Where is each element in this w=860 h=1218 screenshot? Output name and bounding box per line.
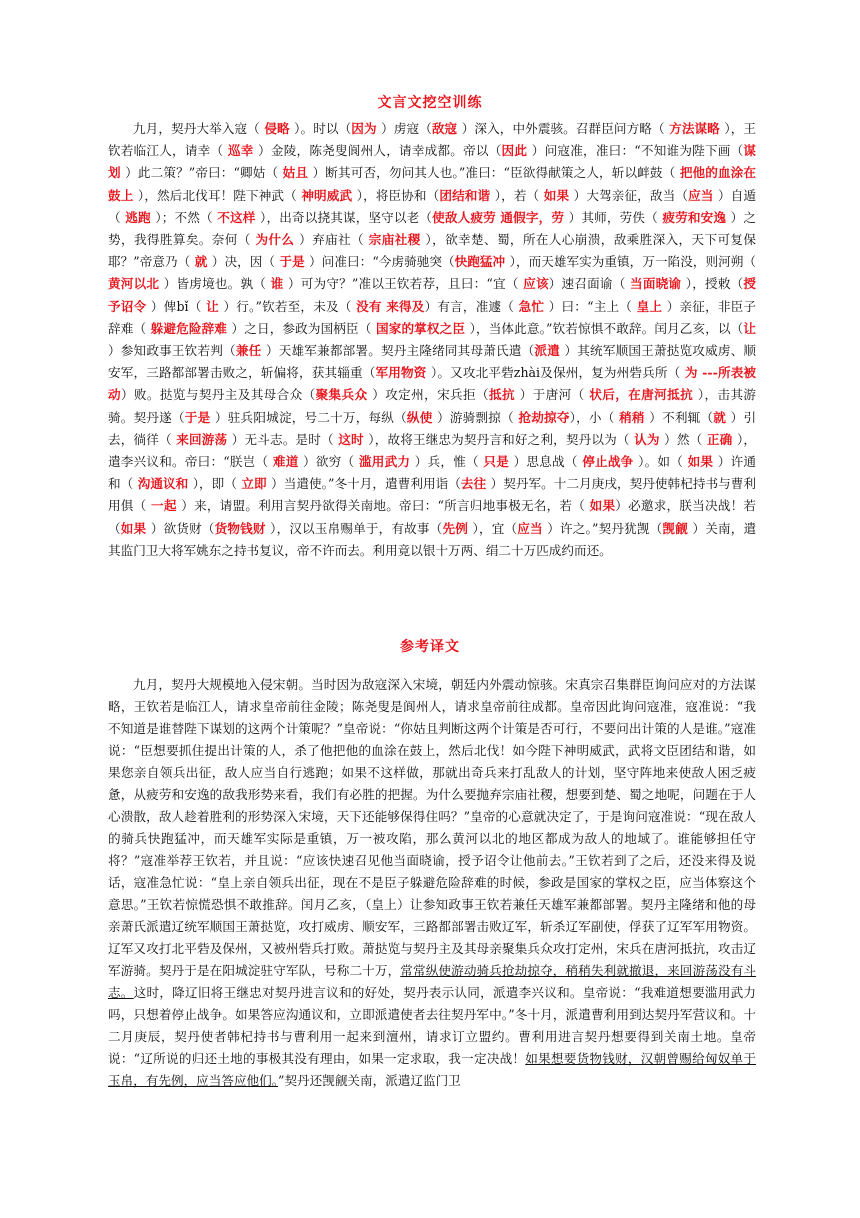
answer-fill: 逃跑 — [120, 209, 156, 225]
answer-fill: 军用物资 — [375, 365, 431, 381]
text-run: ），击其游骑。契丹遂（ — [108, 387, 757, 425]
answer-fill: 谋划 — [108, 143, 756, 181]
answer-fill: 一起 — [146, 498, 182, 514]
text-run: ）断其可否，勿问其人也。”准曰：“臣欲得献策之人，斩以衅鼓（ — [312, 165, 676, 181]
answer-fill: 正确 — [702, 431, 737, 447]
text-run: ），宜（ — [472, 520, 518, 536]
answer-fill: 状后，在唐河抵抗 — [584, 387, 698, 403]
text-run: ）俾bǐ（ — [150, 298, 202, 314]
text-run: ），故将王继忠为契丹言和好之利，契丹以为（ — [368, 431, 630, 447]
text-run: ），将臣协和（ — [356, 187, 440, 203]
text-run: ）。如（ — [638, 454, 683, 470]
answer-fill: 急忙 — [514, 298, 549, 314]
answer-fill: 货物钱财 — [214, 520, 271, 536]
text-run: ）之日，参政为国柄臣（ — [231, 320, 372, 336]
text-run: ）兵，惟（ — [414, 454, 479, 470]
answer-fill: 国家的掌权之臣 — [371, 320, 470, 336]
text-run: ），出奇以挠其谋，坚守以老（ — [260, 209, 433, 225]
text-run: ），即（ — [192, 476, 237, 492]
answer-fill: 如果 — [120, 520, 151, 536]
text-run: ）金陵，陈尧叟阆州人，请幸成都。帝以（ — [258, 143, 502, 159]
answer-fill: 停止战争 — [577, 454, 639, 470]
text-run: ）无斗志。是时（ — [231, 431, 334, 447]
answer-fill: 敌寇 — [431, 121, 462, 136]
text-run: ）不利辄（ — [649, 409, 714, 425]
answer-fill: 兼任 — [235, 343, 266, 359]
text-run: ）大驾亲征，敌当（ — [573, 187, 689, 203]
answer-fill: 方法谋略 — [664, 121, 725, 136]
text-run: ）参知政事王钦若判（ — [108, 343, 236, 359]
answer-fill: 来回游荡 — [171, 431, 232, 447]
answer-fill: 难道 — [268, 454, 304, 470]
answer-fill: 聚集兵众 — [315, 387, 373, 403]
answer-fill: 不这样 — [212, 209, 261, 225]
answer-fill: 应当 — [517, 520, 548, 536]
answer-fill: 就 — [190, 254, 212, 270]
answer-fill: 快跑猛冲 — [454, 254, 510, 270]
text-run: ）。又攻北平砦zhài及保州，复为州砦兵所（ — [430, 365, 681, 381]
exercise-paragraph — [108, 118, 756, 562]
text-run: 九月，契丹大举入寇（ — [133, 121, 260, 136]
answer-fill: 于是 — [184, 409, 215, 425]
answer-fill: 侵略 — [259, 121, 295, 136]
answer-fill: 如果 — [683, 454, 718, 470]
text-run: ），而天雄军实为重镇，万一陷没，则河朔（ — [509, 254, 756, 270]
answer-fill: 立即 — [236, 476, 272, 492]
text-run: ）契丹军。十二月庚戌，契丹使韩杞持书与曹利用俱（ — [108, 476, 756, 514]
answer-fill: 就 — [713, 409, 731, 425]
text-run: ）然（ — [664, 431, 703, 447]
answer-fill: 疲劳和安逸 — [657, 209, 731, 225]
text-run: ）必邀求，朕当决战！若（ — [108, 498, 756, 536]
text-run: ）深入，中外震骇。召群臣问方略（ — [461, 121, 665, 136]
answer-fill: 授予诏令 — [108, 276, 757, 314]
answer-fill: 派遣 — [534, 343, 565, 359]
answer-fill: 先例 — [442, 520, 473, 536]
text-run: ）驻兵阳城淀，号二十万，每纵（ — [214, 409, 407, 425]
answer-fill: 因为 — [351, 121, 382, 136]
answer-fill: 为什么 — [250, 232, 300, 248]
text-run: ）攻定州，宋兵拒（ — [372, 387, 489, 403]
answer-fill: 谁 — [266, 276, 288, 292]
text-run: ）天雄军兼都部署。契丹主隆绪同其母萧氏遣（ — [265, 343, 535, 359]
text-run: ）速召面谕（ — [548, 276, 626, 292]
answer-fill: 黄河以北 — [108, 276, 164, 292]
text-run: ）于唐河（ — [519, 387, 585, 403]
text-run: ”契丹还觊觎关南，派遣辽监门卫 — [278, 1073, 461, 1088]
answer-fill: 这时 — [333, 431, 369, 447]
answer-fill: 躲避危险辞难 — [146, 320, 232, 336]
answer-fill: 把他的血涂在鼓上 — [108, 165, 756, 203]
answer-fill: 姑且 — [278, 165, 313, 181]
text-run: ）其师，劳佚（ — [568, 209, 658, 225]
text-run: 这时，降辽旧将王继忠对契丹进言议和的好处，契丹表示认同，派遣李兴议和。皇帝说：“我难道想要滥用武力吗，只想着停止战争。如果答应沟通议和，立即派遣使者去往契丹军中。”冬十月，派遣曹利用到达契丹军营议和。十二月庚辰，契丹使者韩杞持书与曹利用一起来到澶州，请求订立盟约。曹利用进言契丹想要得到关南土地。皇帝说：“辽所说的归还土地的事极其没有理由，如果一定求取，我一定决战！ — [108, 985, 756, 1066]
text-run: ）欲穷（ — [303, 454, 355, 470]
text-run: ）决，因（ — [211, 254, 275, 270]
answer-fill: 巡幸 — [223, 143, 259, 159]
answer-fill: 当面晓谕 — [625, 276, 686, 292]
text-run: ）引去，徜徉（ — [108, 409, 757, 447]
answer-fill: 滥用武力 — [354, 454, 415, 470]
text-run: ）亲征，非臣子辞难（ — [108, 298, 756, 336]
text-run: ），授敕（ — [685, 276, 744, 292]
answer-fill: 抢劫掠夺 — [513, 409, 570, 425]
text-run: ），小（ — [569, 409, 615, 425]
answer-fill: 只是 — [478, 454, 514, 470]
answer-fill: 认为 — [629, 431, 665, 447]
answer-fill: 稍稍 — [614, 409, 650, 425]
text-run: ），然后北伐耳！陛下神武（ — [137, 187, 297, 203]
text-run: ）行。”钦若至，未及（ — [223, 298, 352, 314]
answer-fill: 让 — [201, 298, 224, 314]
answer-fill: 如果 — [539, 187, 574, 203]
text-run: ）；不然（ — [155, 209, 213, 225]
underlined-text: 如果想要货物钱财，汉朝曾赐给匈奴单于玉帛，有先例，应当答应他们。 — [108, 1051, 756, 1088]
answer-fill: 应该 — [518, 276, 549, 292]
text-run: 九月，契丹大规模地入侵宋朝。当时因为敌寇深入宋境，朝廷内外震动惊骇。宋真宗召集群臣询问应对的方法谋略，王钦若是临江人，请求皇帝前往金陵；陈尧叟是阆州人，请求皇帝前往成都。皇帝因此询问寇准，寇准说：“我不知道是谁替陛下谋划的这两个计策呢？”皇帝说：“你姑且判断这两个计策是否可行，不要问出计策的人是谁。”寇准说：“臣想要抓住提出计策的人，杀了他把他的血涂在鼓上，然后北伐！如今陛下神明威武，武将文臣团结和谐，如果您亲自领兵出征，敌人应当自行逃跑；如果不这样做，那就出奇兵来打乱敌人的计划，坚守阵地来使敌人困乏疲惫，从疲劳和安逸的敌我形势来看，我们有必胜的把握。为什么要抛弃宗庙社稷，想要到楚、蜀之地呢，问题在于人心溃散，敌人趁着胜利的形势深入宋境，天下还能够保得住吗？”皇帝的心意就决定了，于是询问寇准说：“现在敌人的骑兵快跑猛冲，而天雄军实际是重镇，万一被攻陷，那么黄河以北的地区都成为敌人的地域了。谁能够担任守将？”寇准举荐王钦若，并且说：“应该快速召见他当面晓谕，授予诏令让他前去。”王钦若到了之后，还没来得及说话，寇准急忙说：“皇上亲自领兵出征，现在不是臣子躲避危险辞难的时候，参政是国家的掌权之臣，应当体察这个意思。”王钦若惊慌恐惧不敢推辞。闰月乙亥，（皇上）让参知政事王钦若兼任天雄军兼都部署。契丹主隆绪和他的母亲萧氏派遣辽统军顺国王萧挞览，攻打威虏、顺安军，三路都部署击败辽军，斩杀辽军副使，俘获了辽军军用物资。辽军又攻打北平砦及保州，又被州砦兵打败。萧挞览与契丹主及其母亲聚集兵众攻打定州，宋兵在唐河抵抗，攻击辽军游骑。契丹于是在阳城淀驻守军队，号称二十万， — [108, 677, 756, 978]
text-run: ）其统军顺国王萧挞览攻威虏、顺安军，三路都部署击败之，斩偏将，获其辎重（ — [108, 343, 757, 381]
answer-fill: 神明威武 — [296, 187, 357, 203]
text-run: ）虏寇（ — [381, 121, 432, 136]
text-run: ）当遣使。”冬十月，遣曹利用诣（ — [271, 476, 461, 492]
exercise-title: 文言文挖空训练 — [377, 95, 483, 111]
answer-fill: 宗庙社稷 — [364, 232, 426, 248]
text-run: ），汉以玉帛赐单于，有故事（ — [270, 520, 443, 536]
text-run: ）问寇准，准曰：“不知谁为陛下画（ — [531, 143, 744, 159]
text-run: ）曰：“主上（ — [548, 298, 633, 314]
text-run: ）关南，遣其监门卫大将军姚东之持书复议，帝不许而去。利用竟以银十万两、绢二十万匹成约而还。 — [108, 520, 757, 558]
text-run: ）欲货财（ — [150, 520, 215, 536]
answer-fill: 使敌人疲劳 通假字，劳 — [432, 209, 569, 225]
translation-title: 参考译文 — [400, 639, 460, 655]
text-run: ），若（ — [494, 187, 540, 203]
text-run: ），遣李兴议和。帝曰：“朕岂（ — [108, 431, 756, 470]
text-run: ）弃庙社（ — [299, 232, 364, 248]
answer-fill: 去往 — [460, 476, 491, 492]
answer-fill: 觊觎 — [662, 520, 693, 536]
text-run: ）来，请盟。利用言契丹欲得关南地。帝曰：“所言归地事极无名，若（ — [181, 498, 586, 514]
answer-fill: 纵使 — [406, 409, 438, 425]
text-run: ）皆虏境也。孰（ — [163, 276, 267, 292]
text-run: ）思息战（ — [513, 454, 578, 470]
text-run: ）有言，准遽（ — [424, 298, 515, 314]
answer-fill: 团结和谐 — [439, 187, 495, 203]
text-run: ）许通和（ — [108, 454, 757, 492]
text-run: ）自遁（ — [108, 187, 756, 225]
answer-fill: 沟通议和 — [133, 476, 193, 492]
answer-fill: 皇上 — [632, 298, 667, 314]
text-run: ）败。挞览与契丹主及其母合众（ — [120, 387, 316, 403]
answer-fill: 没有 来得及 — [351, 298, 425, 314]
translation-paragraph — [108, 674, 756, 1092]
underlined-text: 常常纵使游动骑兵抢劫掠夺，稍稍失利就撤退，来回游荡没有斗志。 — [108, 963, 757, 1000]
text-run: ），当体此意。”钦若惊惧不敢辞。闰月乙亥，以（ — [469, 320, 744, 336]
text-run: ）游骑剽掠（ — [437, 409, 514, 425]
answer-fill: 为 ---所表被动 — [108, 365, 757, 403]
text-run: ），王钦若临江人，请幸（ — [108, 121, 757, 159]
text-run: ）问准曰：“今虏骑驰突（ — [309, 254, 455, 270]
text-run: ），欲幸楚、蜀，所在人心崩溃，敌乘胜深入，天下可复保耶？”帝意乃（ — [108, 232, 757, 270]
answer-fill: 因此 — [501, 143, 532, 159]
text-run: ）之势，我得胜算矣。奈何（ — [108, 209, 757, 248]
answer-fill: 应当 — [688, 187, 718, 203]
answer-fill: 抵抗 — [488, 387, 520, 403]
text-run: ）此二策？”帝曰：“卿姑（ — [125, 165, 279, 181]
answer-fill: 如果 — [585, 498, 616, 514]
answer-fill: 让 — [743, 320, 756, 336]
text-run: ）许之。”契丹犹觊（ — [547, 520, 663, 536]
text-run: ）可为守？”准以王钦若荐，且曰：“宜（ — [287, 276, 519, 292]
answer-fill: 于是 — [275, 254, 310, 270]
text-run: ）。时以（ — [294, 121, 352, 136]
